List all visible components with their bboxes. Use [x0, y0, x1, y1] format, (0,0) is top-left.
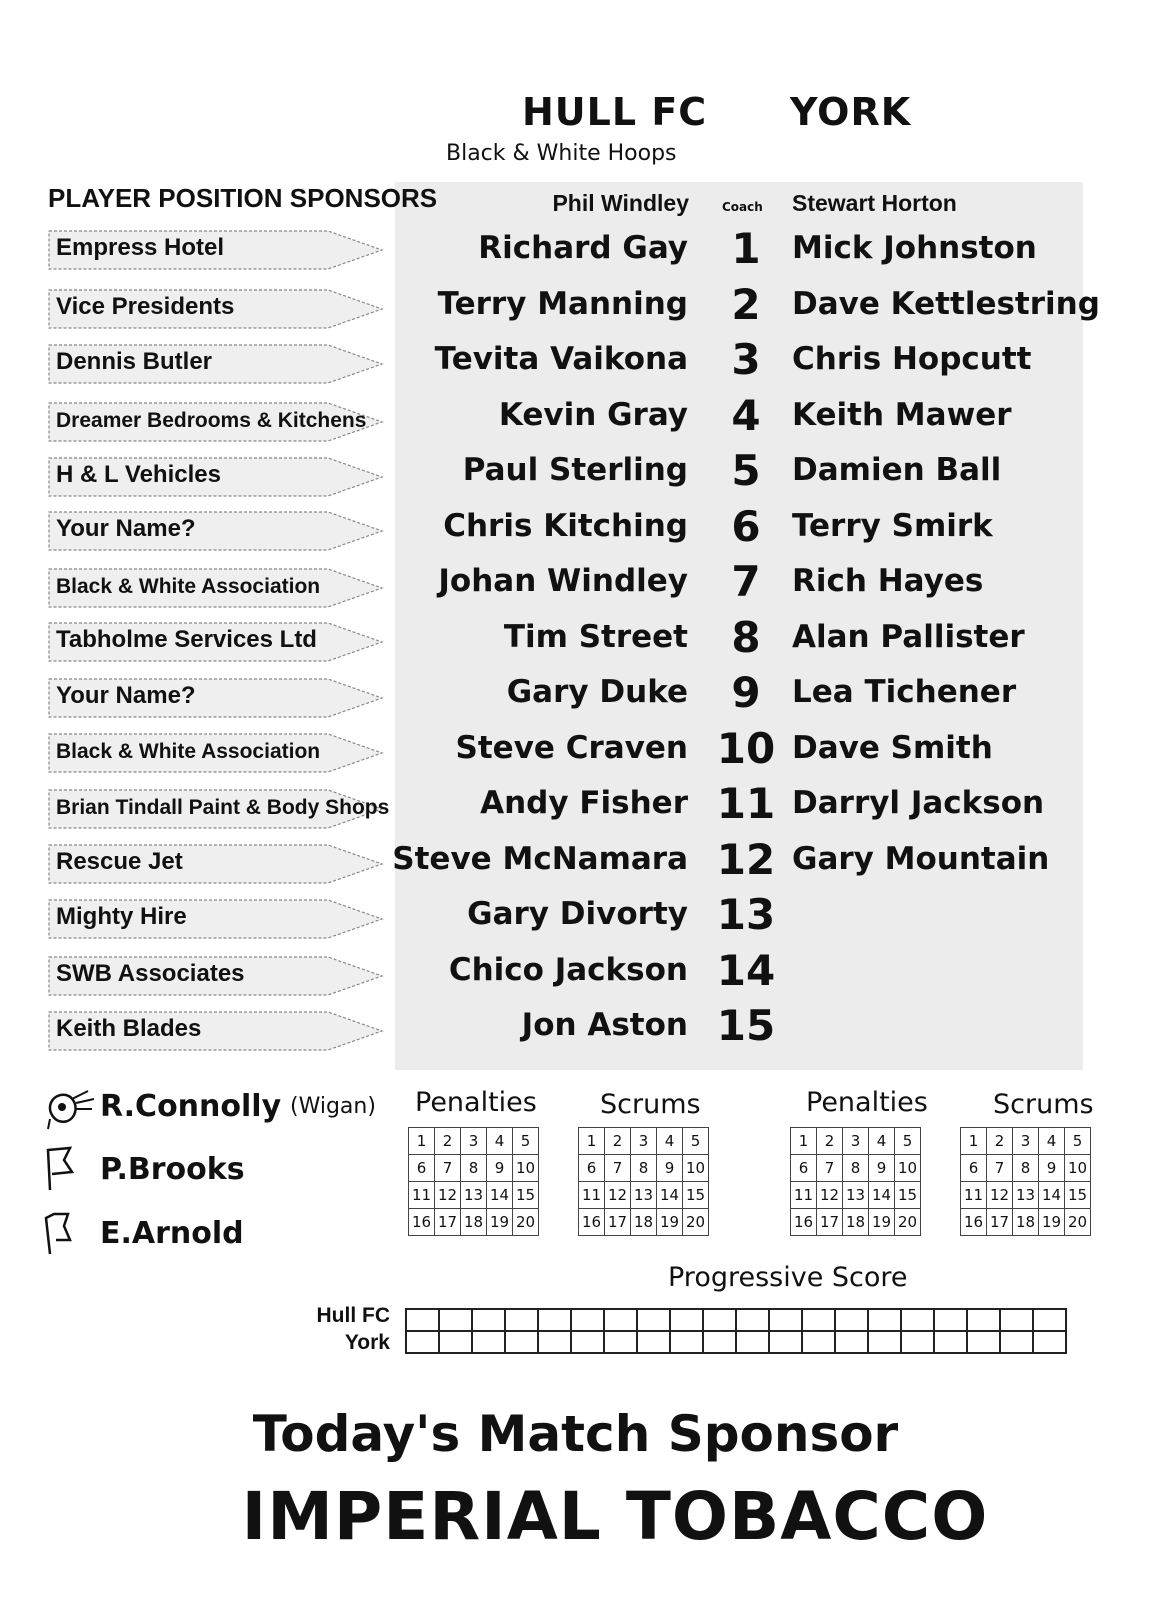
tally-cell[interactable]: 16	[791, 1209, 817, 1236]
penalties-grid-away[interactable]	[790, 1127, 921, 1236]
tally-cell[interactable]: 2	[435, 1128, 461, 1155]
tally-cell[interactable]: 2	[817, 1128, 843, 1155]
sponsors-title: PLAYER POSITION SPONSORS	[48, 183, 438, 213]
tally-cell[interactable]: 3	[461, 1128, 487, 1155]
lineup-row	[400, 724, 1080, 780]
shirt-number: 12	[716, 834, 776, 884]
tally-cell[interactable]: 13	[461, 1182, 487, 1209]
tally-cell[interactable]: 12	[987, 1182, 1013, 1209]
score-cell[interactable]	[736, 1331, 769, 1353]
lineup-row	[400, 890, 1080, 946]
score-cell[interactable]	[670, 1331, 703, 1353]
lineup-row	[400, 1001, 1080, 1057]
scrums-grid-away[interactable]	[960, 1127, 1091, 1236]
tally-cell[interactable]: 7	[435, 1155, 461, 1182]
tally-cell[interactable]: 11	[409, 1182, 435, 1209]
tally-cell[interactable]: 6	[961, 1155, 987, 1182]
york-player: Darryl Jackson	[792, 785, 1045, 821]
sponsor-item	[48, 843, 384, 885]
shirt-number: 8	[731, 612, 761, 662]
tally-cell[interactable]: 4	[1039, 1128, 1065, 1155]
tally-cell[interactable]: 14	[869, 1182, 895, 1209]
tally-cell[interactable]: 1	[409, 1128, 435, 1155]
tally-cell[interactable]: 14	[1039, 1182, 1065, 1209]
york-player: Mick Johnston	[792, 230, 1037, 266]
shirt-number: 3	[731, 335, 761, 384]
tally-cell[interactable]: 20	[1065, 1209, 1091, 1236]
score-cell[interactable]	[934, 1331, 967, 1353]
tally-cell[interactable]: 18	[461, 1209, 487, 1236]
lineup-row	[400, 224, 1080, 280]
progressive-score-title: Progressive Score	[668, 1262, 908, 1293]
hull-player: Steve Craven	[455, 729, 688, 766]
tally-cell[interactable]: 2	[987, 1128, 1013, 1155]
tally-cell[interactable]: 10	[895, 1155, 921, 1182]
shirt-number: 11	[716, 779, 776, 828]
shirt-number: 4	[731, 390, 761, 440]
touch-flag-icon	[42, 1210, 82, 1260]
shirt-number: 1	[731, 224, 761, 273]
sponsor-label: SWB Associates	[56, 960, 245, 987]
shirt-number: 9	[731, 668, 761, 717]
sponsor-item	[48, 955, 384, 997]
tally-cell[interactable]: 13	[843, 1182, 869, 1209]
sponsor-label: Keith Blades	[56, 1015, 202, 1042]
tally-cell[interactable]: 19	[1039, 1209, 1065, 1236]
score-cell[interactable]	[472, 1309, 505, 1331]
score-cell[interactable]	[703, 1309, 736, 1331]
scrums-title-away: Scrums	[993, 1089, 1094, 1120]
tally-cell[interactable]: 11	[579, 1182, 605, 1209]
hull-player: Gary Duke	[506, 674, 688, 710]
tally-cell[interactable]: 7	[987, 1155, 1013, 1182]
tally-cell[interactable]: 13	[631, 1182, 657, 1209]
score-cell[interactable]	[604, 1331, 637, 1353]
tally-cell[interactable]: 1	[791, 1128, 817, 1155]
hull-player: Johan Windley	[438, 563, 688, 599]
tally-cell[interactable]: 17	[605, 1209, 631, 1236]
score-cell[interactable]	[1000, 1309, 1033, 1331]
tally-cell[interactable]: 8	[843, 1155, 869, 1182]
score-cell[interactable]	[637, 1309, 670, 1331]
york-player: Rich Hayes	[792, 563, 984, 599]
tally-cell[interactable]: 5	[895, 1128, 921, 1155]
score-cell[interactable]	[538, 1309, 571, 1331]
tally-cell[interactable]: 18	[1013, 1209, 1039, 1236]
sponsor-item	[48, 456, 384, 498]
score-cell[interactable]	[802, 1309, 835, 1331]
coach-label: Coach	[722, 200, 763, 214]
lineup-row	[400, 335, 1080, 391]
hull-player: Tim Street	[503, 618, 688, 655]
lineup-row	[400, 779, 1080, 835]
score-cell[interactable]	[1033, 1309, 1066, 1331]
progressive-score-labels	[312, 1304, 390, 1364]
tally-cell[interactable]: 9	[869, 1155, 895, 1182]
lineup-row	[400, 446, 1080, 502]
tally-cell[interactable]: 4	[869, 1128, 895, 1155]
score-cell[interactable]	[406, 1309, 439, 1331]
sponsor-label: Empress Hotel	[56, 234, 225, 261]
score-cell[interactable]	[934, 1309, 967, 1331]
york-player: Dave Smith	[792, 729, 993, 766]
shirt-number: 7	[731, 557, 761, 606]
tally-cell[interactable]: 1	[961, 1128, 987, 1155]
sponsor-item	[48, 401, 384, 443]
sponsor-label: H & L Vehicles	[56, 461, 221, 488]
hull-player: Gary Divorty	[467, 896, 688, 932]
sponsor-label: Black & White Association	[56, 575, 321, 598]
whistle-referee-icon	[44, 1085, 100, 1137]
score-cell[interactable]	[439, 1331, 472, 1353]
sponsor-item	[48, 510, 384, 552]
lineup-row	[400, 613, 1080, 669]
lineup-row	[392, 834, 1080, 891]
shirt-number: 2	[731, 279, 761, 329]
shirt-number: 10	[716, 723, 776, 773]
away-team-title: YORK	[790, 90, 912, 134]
score-cell[interactable]	[967, 1309, 1000, 1331]
lineup-row	[400, 668, 1080, 724]
sponsor-item	[48, 229, 384, 271]
score-cell[interactable]	[901, 1309, 934, 1331]
hull-player: Terry Manning	[437, 285, 688, 322]
tally-cell[interactable]: 1	[579, 1128, 605, 1155]
tally-cell[interactable]: 12	[605, 1182, 631, 1209]
tally-cell[interactable]: 3	[1013, 1128, 1039, 1155]
touch-judge-2: E.Arnold	[100, 1216, 244, 1251]
sponsor-item	[48, 788, 390, 830]
score-cell[interactable]	[868, 1309, 901, 1331]
score-cell[interactable]	[802, 1331, 835, 1353]
sponsor-item	[48, 732, 384, 774]
tally-cell[interactable]: 15	[513, 1182, 539, 1209]
tally-cell[interactable]: 5	[513, 1128, 539, 1155]
score-cell[interactable]	[571, 1309, 604, 1331]
sponsor-label: Tabholme Services Ltd	[56, 626, 317, 653]
tally-cell[interactable]: 9	[487, 1155, 513, 1182]
sponsor-item	[48, 567, 384, 609]
match-sponsor-heading: Today's Match Sponsor	[252, 1405, 899, 1463]
lineup-row	[400, 946, 1080, 1002]
tally-cell[interactable]: 16	[409, 1209, 435, 1236]
tally-cell[interactable]: 4	[487, 1128, 513, 1155]
tally-cell[interactable]: 14	[487, 1182, 513, 1209]
sponsor-label: Rescue Jet	[56, 848, 183, 875]
tally-cell[interactable]: 8	[631, 1155, 657, 1182]
score-cell[interactable]	[1033, 1331, 1066, 1353]
tally-cell[interactable]: 6	[409, 1155, 435, 1182]
score-cell[interactable]	[901, 1331, 934, 1353]
progressive-score-grid[interactable]	[405, 1308, 1067, 1354]
lineup-row	[400, 502, 1080, 558]
score-cell[interactable]	[703, 1331, 736, 1353]
score-cell[interactable]	[472, 1331, 505, 1353]
sponsor-item	[48, 1010, 384, 1052]
home-team-title: HULL FC	[522, 90, 708, 134]
sponsor-item	[48, 898, 384, 940]
score-cell[interactable]	[406, 1331, 439, 1353]
tally-cell[interactable]: 20	[895, 1209, 921, 1236]
tally-cell[interactable]: 19	[487, 1209, 513, 1236]
scrums-grid-home[interactable]	[578, 1127, 709, 1236]
sponsor-label: Dreamer Bedrooms & Kitchens	[56, 409, 367, 432]
score-cell[interactable]	[967, 1331, 1000, 1353]
hull-player: Richard Gay	[478, 230, 688, 266]
home-team-colours: Black & White Hoops	[446, 141, 677, 166]
tally-cell[interactable]: 9	[1039, 1155, 1065, 1182]
score-cell[interactable]	[637, 1331, 670, 1353]
match-sponsor-name: IMPERIAL TOBACCO	[241, 1478, 989, 1555]
sponsor-item	[48, 343, 384, 385]
tally-cell[interactable]: 19	[869, 1209, 895, 1236]
score-cell[interactable]	[769, 1309, 802, 1331]
score-cell[interactable]	[736, 1309, 769, 1331]
score-cell[interactable]	[505, 1331, 538, 1353]
hull-player: Chico Jackson	[448, 951, 688, 988]
tally-cell[interactable]: 12	[817, 1182, 843, 1209]
tally-cell[interactable]: 3	[631, 1128, 657, 1155]
score-cell[interactable]	[538, 1331, 571, 1353]
shirt-number: 13	[716, 890, 776, 939]
tally-cell[interactable]: 15	[1065, 1182, 1091, 1209]
tally-cell[interactable]: 10	[1065, 1155, 1091, 1182]
tally-cell[interactable]: 20	[683, 1209, 709, 1236]
york-player: Terry Smirk	[792, 507, 993, 544]
sponsor-label: Dennis Butler	[56, 348, 213, 375]
tally-cell[interactable]: 20	[513, 1209, 539, 1236]
score-cell[interactable]	[1000, 1331, 1033, 1353]
sponsor-item	[48, 621, 384, 663]
shirt-number: 5	[731, 446, 761, 495]
york-player: Damien Ball	[792, 452, 1002, 488]
touch-flag-icon	[42, 1146, 82, 1196]
penalties-title-home: Penalties	[415, 1087, 537, 1118]
tally-cell[interactable]: 17	[817, 1209, 843, 1236]
york-player: Alan Pallister	[792, 618, 1025, 655]
tally-cell[interactable]: 17	[987, 1209, 1013, 1236]
hull-player: Andy Fisher	[480, 785, 688, 821]
tally-cell[interactable]: 3	[843, 1128, 869, 1155]
penalties-title-away: Penalties	[806, 1087, 928, 1118]
york-player: Chris Hopcutt	[792, 341, 1032, 377]
tally-cell[interactable]: 15	[895, 1182, 921, 1209]
sponsor-label: Brian Tindall Paint & Body Shops	[56, 796, 390, 819]
score-cell[interactable]	[439, 1309, 472, 1331]
score-label-away: York	[344, 1331, 390, 1354]
score-cell[interactable]	[835, 1309, 868, 1331]
lineup-row	[400, 391, 1080, 447]
score-cell[interactable]	[769, 1331, 802, 1353]
sponsor-label: Black & White Association	[56, 740, 321, 763]
hull-player: Chris Kitching	[443, 507, 688, 544]
tally-cell[interactable]: 5	[683, 1128, 709, 1155]
penalties-grid-home[interactable]	[408, 1127, 539, 1236]
tally-cell[interactable]: 7	[605, 1155, 631, 1182]
york-player: Keith Mawer	[792, 396, 1012, 433]
score-label-home: Hull FC	[316, 1304, 390, 1327]
tally-cell[interactable]: 5	[1065, 1128, 1091, 1155]
tally-cell[interactable]: 17	[435, 1209, 461, 1236]
tally-cell[interactable]: 2	[605, 1128, 631, 1155]
score-cell[interactable]	[571, 1331, 604, 1353]
tally-cell[interactable]: 14	[657, 1182, 683, 1209]
hull-player: Tevita Vaikona	[434, 341, 688, 377]
tally-cell[interactable]: 4	[657, 1128, 683, 1155]
lineup-row	[400, 557, 1080, 613]
tally-cell[interactable]: 18	[631, 1209, 657, 1236]
tally-cell[interactable]: 11	[961, 1182, 987, 1209]
hull-player: Steve McNamara	[392, 840, 688, 877]
tally-cell[interactable]: 16	[961, 1209, 987, 1236]
score-cell[interactable]	[868, 1331, 901, 1353]
lineup-row	[400, 279, 1100, 336]
hull-player: Paul Sterling	[462, 452, 688, 488]
sponsor-item	[48, 677, 384, 719]
tally-cell[interactable]: 8	[1013, 1155, 1039, 1182]
tally-cell[interactable]: 8	[461, 1155, 487, 1182]
tally-cell[interactable]: 12	[435, 1182, 461, 1209]
score-cell[interactable]	[670, 1309, 703, 1331]
york-player: Gary Mountain	[792, 840, 1050, 877]
shirt-number: 14	[716, 945, 776, 995]
touch-judge-1: P.Brooks	[100, 1152, 245, 1187]
score-cell[interactable]	[505, 1309, 538, 1331]
referee-name: R.Connolly	[100, 1089, 282, 1124]
sponsor-label: Vice Presidents	[56, 293, 235, 320]
york-player: Dave Kettlestring	[792, 285, 1100, 322]
shirt-number: 15	[716, 1001, 776, 1050]
tally-cell[interactable]: 7	[817, 1155, 843, 1182]
tally-cell[interactable]: 15	[683, 1182, 709, 1209]
tally-cell[interactable]: 9	[657, 1155, 683, 1182]
sponsor-label: Mighty Hire	[56, 903, 187, 930]
shirt-number: 6	[731, 501, 761, 551]
sponsor-label: Your Name?	[56, 682, 196, 709]
tally-cell[interactable]: 11	[791, 1182, 817, 1209]
tally-cell[interactable]: 19	[657, 1209, 683, 1236]
referee-club: (Wigan)	[290, 1094, 376, 1119]
hull-player: Kevin Gray	[498, 396, 688, 433]
tally-cell[interactable]: 18	[843, 1209, 869, 1236]
home-coach: Phil Windley	[552, 190, 689, 216]
away-coach: Stewart Horton	[792, 190, 957, 216]
score-cell[interactable]	[604, 1309, 637, 1331]
tally-cell[interactable]: 16	[579, 1209, 605, 1236]
tally-cell[interactable]: 10	[683, 1155, 709, 1182]
tally-cell[interactable]: 6	[791, 1155, 817, 1182]
score-cell[interactable]	[835, 1331, 868, 1353]
tally-cell[interactable]: 6	[579, 1155, 605, 1182]
sponsor-item	[48, 288, 384, 330]
york-player: Lea Tichener	[792, 674, 1017, 710]
hull-player: Jon Aston	[521, 1007, 688, 1043]
sponsor-label: Your Name?	[56, 515, 196, 542]
tally-cell[interactable]: 10	[513, 1155, 539, 1182]
scrums-title-home: Scrums	[600, 1089, 701, 1120]
tally-cell[interactable]: 13	[1013, 1182, 1039, 1209]
